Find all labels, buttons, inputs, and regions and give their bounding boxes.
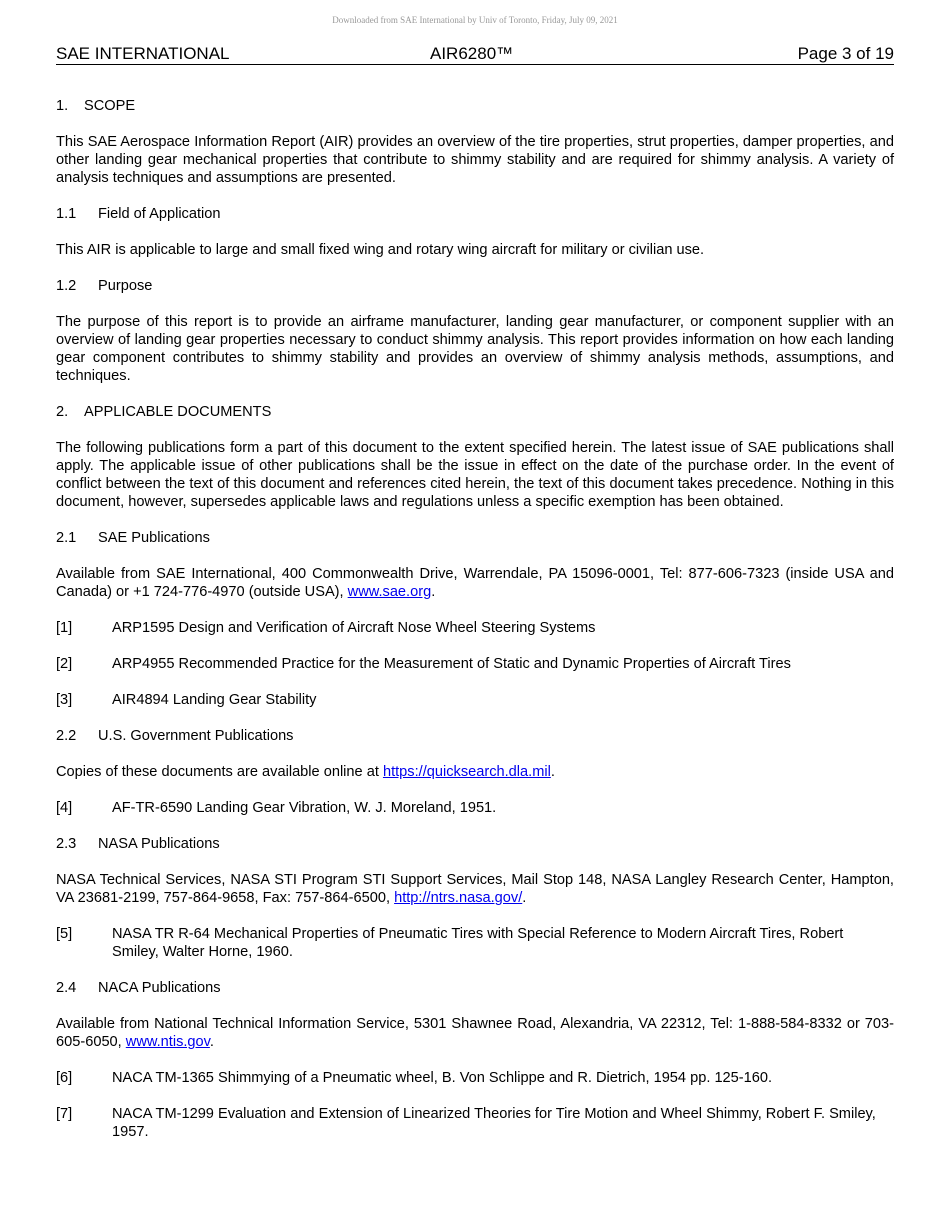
section-heading-naca-publications xyxy=(56,979,894,997)
section-heading-scope xyxy=(56,97,894,115)
reference-number: [5] xyxy=(56,926,73,942)
reference-text: NASA TR R-64 Mechanical Properties of Pneumatic Tires with Special Reference to Modern Aircraft Tires, Robert Smiley, Walter Horne, 1960. xyxy=(112,926,844,960)
reference-number: [6] xyxy=(56,1070,73,1086)
sentence-end: . xyxy=(431,584,436,600)
section-heading-field-of-application xyxy=(56,205,894,223)
reference-item xyxy=(56,925,894,961)
naca-availability-paragraph xyxy=(56,1015,894,1051)
reference-text: AF-TR-6590 Landing Gear Vibration, W. J. Moreland, 1951. xyxy=(112,800,497,816)
section-number: 2.3 xyxy=(56,836,77,852)
section-heading-nasa-publications xyxy=(56,835,894,853)
reference-item xyxy=(56,691,894,709)
section-number: 2.4 xyxy=(56,980,77,996)
section-title: NASA Publications xyxy=(98,836,220,852)
us-government-availability-paragraph xyxy=(56,763,894,781)
reference-text: ARP1595 Design and Verification of Aircraft Nose Wheel Steering Systems xyxy=(112,620,596,636)
reference-number: [4] xyxy=(56,800,73,816)
us-government-availability-text: Copies of these documents are available online at xyxy=(56,764,383,780)
reference-number: [7] xyxy=(56,1106,73,1122)
reference-number: [3] xyxy=(56,692,73,708)
reference-item xyxy=(56,799,894,817)
reference-number: [2] xyxy=(56,656,73,672)
section-title: SCOPE xyxy=(84,98,136,114)
section-heading-applicable-documents xyxy=(56,403,894,421)
reference-item xyxy=(56,619,894,637)
section-heading-sae-publications xyxy=(56,529,894,547)
download-watermark: Downloaded from SAE International by Univ of Toronto, Friday, July 09, 2021 xyxy=(332,15,618,25)
section-title: Purpose xyxy=(98,278,153,294)
scope-paragraph: This SAE Aerospace Information Report (AIR) provides an overview of the tire properties, strut properties, damper properties, and other landing gear mechanical properties that contribute to shimmy stability and are required for shimmy analysis. A variety of analysis techniques and assumptions are presented. xyxy=(56,134,894,186)
reference-item xyxy=(56,655,894,673)
reference-text: NACA TM-1299 Evaluation and Extension of Linearized Theories for Tire Motion and Wheel Shimmy, Robert F. Smiley, 1957. xyxy=(112,1106,876,1140)
section-title: NACA Publications xyxy=(98,980,221,996)
reference-item xyxy=(56,1069,894,1087)
ntrs-link[interactable]: http://ntrs.nasa.gov/ xyxy=(394,890,523,906)
applicable-documents-paragraph: The following publications form a part of this document to the extent specified herein. The latest issue of SAE publications shall apply. The applicable issue of other publications shall be the issue in effect on the date of the purchase order. In the event of conflict between the text of this document and references cited herein, the text of this document takes precedence. Nothing in this document, however, supersedes applicable laws and regulations unless a specific exemption has been obtained. xyxy=(56,440,894,510)
section-number: 1. xyxy=(56,98,69,114)
section-number: 2.1 xyxy=(56,530,77,546)
header-page-number: Page 3 of 19 xyxy=(797,44,894,63)
nasa-availability-text: NASA Technical Services, NASA STI Program STI Support Services, Mail Stop 148, NASA Langley Research Center, Hampton, VA 23681-2199, 757-864-9658, Fax: 757-864-6500, xyxy=(56,872,894,906)
document-body xyxy=(56,97,894,1159)
ntis-link[interactable]: www.ntis.gov xyxy=(125,1034,210,1050)
section-number: 2.2 xyxy=(56,728,77,744)
sentence-end: . xyxy=(522,890,527,906)
reference-number: [1] xyxy=(56,620,73,636)
section-number: 1.2 xyxy=(56,278,77,294)
section-title: U.S. Government Publications xyxy=(98,728,294,744)
section-title: APPLICABLE DOCUMENTS xyxy=(84,404,272,420)
sae-website-link[interactable]: www.sae.org xyxy=(347,584,432,600)
section-title: Field of Application xyxy=(98,206,221,222)
reference-text: AIR4894 Landing Gear Stability xyxy=(112,692,317,708)
reference-item xyxy=(56,1105,894,1141)
quicksearch-link[interactable]: https://quicksearch.dla.mil xyxy=(382,764,551,780)
sae-availability-text: Available from SAE International, 400 Commonwealth Drive, Warrendale, PA 15096-0001, Tel: 877-606-7323 (inside USA and Canada) or +1 724-776-4970 (outside USA), xyxy=(56,566,894,600)
purpose-paragraph: The purpose of this report is to provide an airframe manufacturer, landing gear manufacturer, or component supplier with an overview of landing gear properties necessary to conduct shimmy analysis. This report provides information on how each landing gear component contributes to shimmy stability and provides an overview of shimmy analysis methods, assumptions, and techniques. xyxy=(56,314,894,384)
field-of-application-paragraph: This AIR is applicable to large and small fixed wing and rotary wing aircraft for military or civilian use. xyxy=(56,242,705,258)
sentence-end: . xyxy=(209,1034,214,1050)
sentence-end: . xyxy=(550,764,555,780)
nasa-availability-paragraph xyxy=(56,871,894,907)
section-heading-purpose xyxy=(56,277,894,295)
page-header xyxy=(56,44,894,65)
section-title: SAE Publications xyxy=(98,530,210,546)
header-org: SAE INTERNATIONAL xyxy=(56,44,230,63)
reference-text: NACA TM-1365 Shimmying of a Pneumatic wheel, B. Von Schlippe and R. Dietrich, 1954 pp. 125-160. xyxy=(112,1070,773,1086)
naca-availability-text: Available from National Technical Information Service, 5301 Shawnee Road, Alexandria, VA 22312, Tel: 1-888-584-8332 or 703-605-6050, xyxy=(56,1016,894,1050)
sae-availability-paragraph xyxy=(56,565,894,601)
section-number: 1.1 xyxy=(56,206,77,222)
section-number: 2. xyxy=(56,404,69,420)
reference-text: ARP4955 Recommended Practice for the Measurement of Static and Dynamic Properties of Aircraft Tires xyxy=(112,656,791,672)
section-heading-us-government-publications xyxy=(56,727,894,745)
header-doc-id: AIR6280™ xyxy=(430,44,514,63)
